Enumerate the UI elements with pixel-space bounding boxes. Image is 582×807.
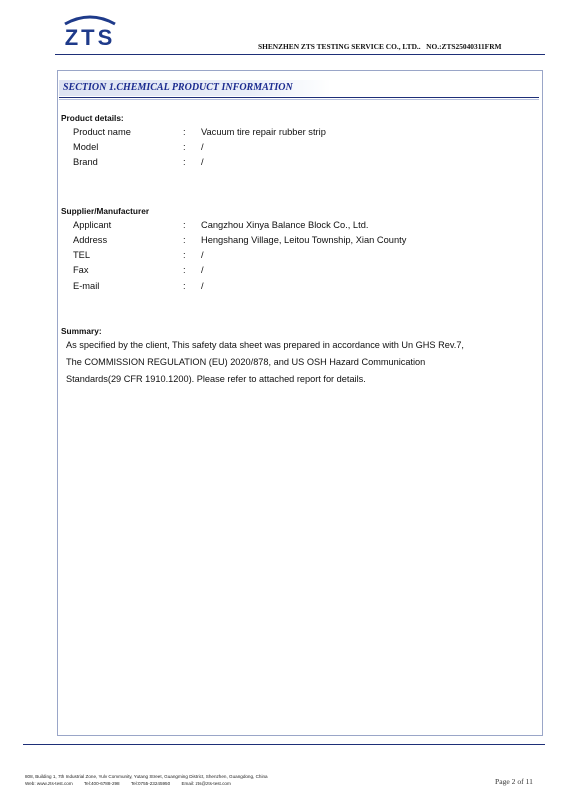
field-label: Applicant — [73, 220, 112, 230]
field-value: / — [201, 142, 204, 152]
section-header — [59, 80, 331, 96]
field-colon: : — [183, 281, 186, 291]
footer-contacts — [25, 781, 241, 786]
field-label: Product name — [73, 127, 131, 137]
footer-web: Web: www.zts-test.com — [25, 781, 73, 786]
brand-row — [0, 157, 582, 170]
company-logo — [55, 10, 125, 50]
report-number: NO.:ZTS25040311FRM — [426, 42, 502, 51]
section-divider — [59, 97, 539, 98]
field-colon: : — [183, 142, 186, 152]
summary-line: Standards(29 CFR 1910.1200). Please refer to attached report for details. — [66, 374, 366, 384]
footer-tel1: Tel:400-6788-298 — [83, 781, 120, 786]
report-header-title — [258, 42, 502, 51]
footer-address: 808, Building 1, 7th Industrial Zone, Yulv Community, Yutang Street, Guangming District, Shenzhen, Guangdong, China — [25, 774, 268, 779]
field-value: / — [201, 281, 204, 291]
product-details-title: Product details: — [61, 113, 124, 123]
page-number: Page 2 of 11 — [495, 777, 533, 786]
section-title: SECTION 1.CHEMICAL PRODUCT INFORMATION — [63, 82, 293, 93]
summary-title: Summary: — [61, 326, 102, 336]
field-value: / — [201, 157, 204, 167]
field-colon: : — [183, 157, 186, 167]
field-value: Vacuum tire repair rubber strip — [201, 127, 326, 137]
tel-row — [0, 250, 582, 263]
email-row — [0, 281, 582, 294]
field-colon: : — [183, 265, 186, 275]
field-label: E-mail — [73, 281, 100, 291]
applicant-row — [0, 220, 582, 233]
field-label: TEL — [73, 250, 91, 260]
address-row — [0, 235, 582, 248]
field-label: Address — [73, 235, 108, 245]
supplier-title: Supplier/Manufacturer — [61, 206, 150, 216]
fax-row — [0, 265, 582, 278]
field-value: Hengshang Village, Leitou Township, Xian County — [201, 235, 407, 245]
footer-email: Email: zts@zts-test.com — [181, 781, 231, 786]
header-divider — [55, 54, 545, 55]
model-row — [0, 142, 582, 155]
company-name: SHENZHEN ZTS TESTING SERVICE CO., LTD.. — [258, 42, 421, 51]
field-label: Brand — [73, 157, 98, 167]
field-value: Cangzhou Xinya Balance Block Co., Ltd. — [201, 220, 369, 230]
section-divider-secondary — [59, 99, 539, 100]
summary-line: The COMMISSION REGULATION (EU) 2020/878, and US OSH Hazard Communication — [66, 357, 426, 367]
field-colon: : — [183, 220, 186, 230]
logo-text: ZTS — [64, 25, 116, 50]
product-name-row — [0, 127, 582, 140]
field-label: Fax — [73, 265, 89, 275]
field-value: / — [201, 250, 204, 260]
field-colon: : — [183, 127, 186, 137]
field-colon: : — [183, 250, 186, 260]
footer-tel2: Tel:0755-23245950 — [130, 781, 171, 786]
footer-divider — [23, 744, 545, 745]
summary-line: As specified by the client, This safety data sheet was prepared in accordance with Un GHS Rev.7, — [66, 340, 464, 350]
field-value: / — [201, 265, 204, 275]
field-colon: : — [183, 235, 186, 245]
field-label: Model — [73, 142, 99, 152]
